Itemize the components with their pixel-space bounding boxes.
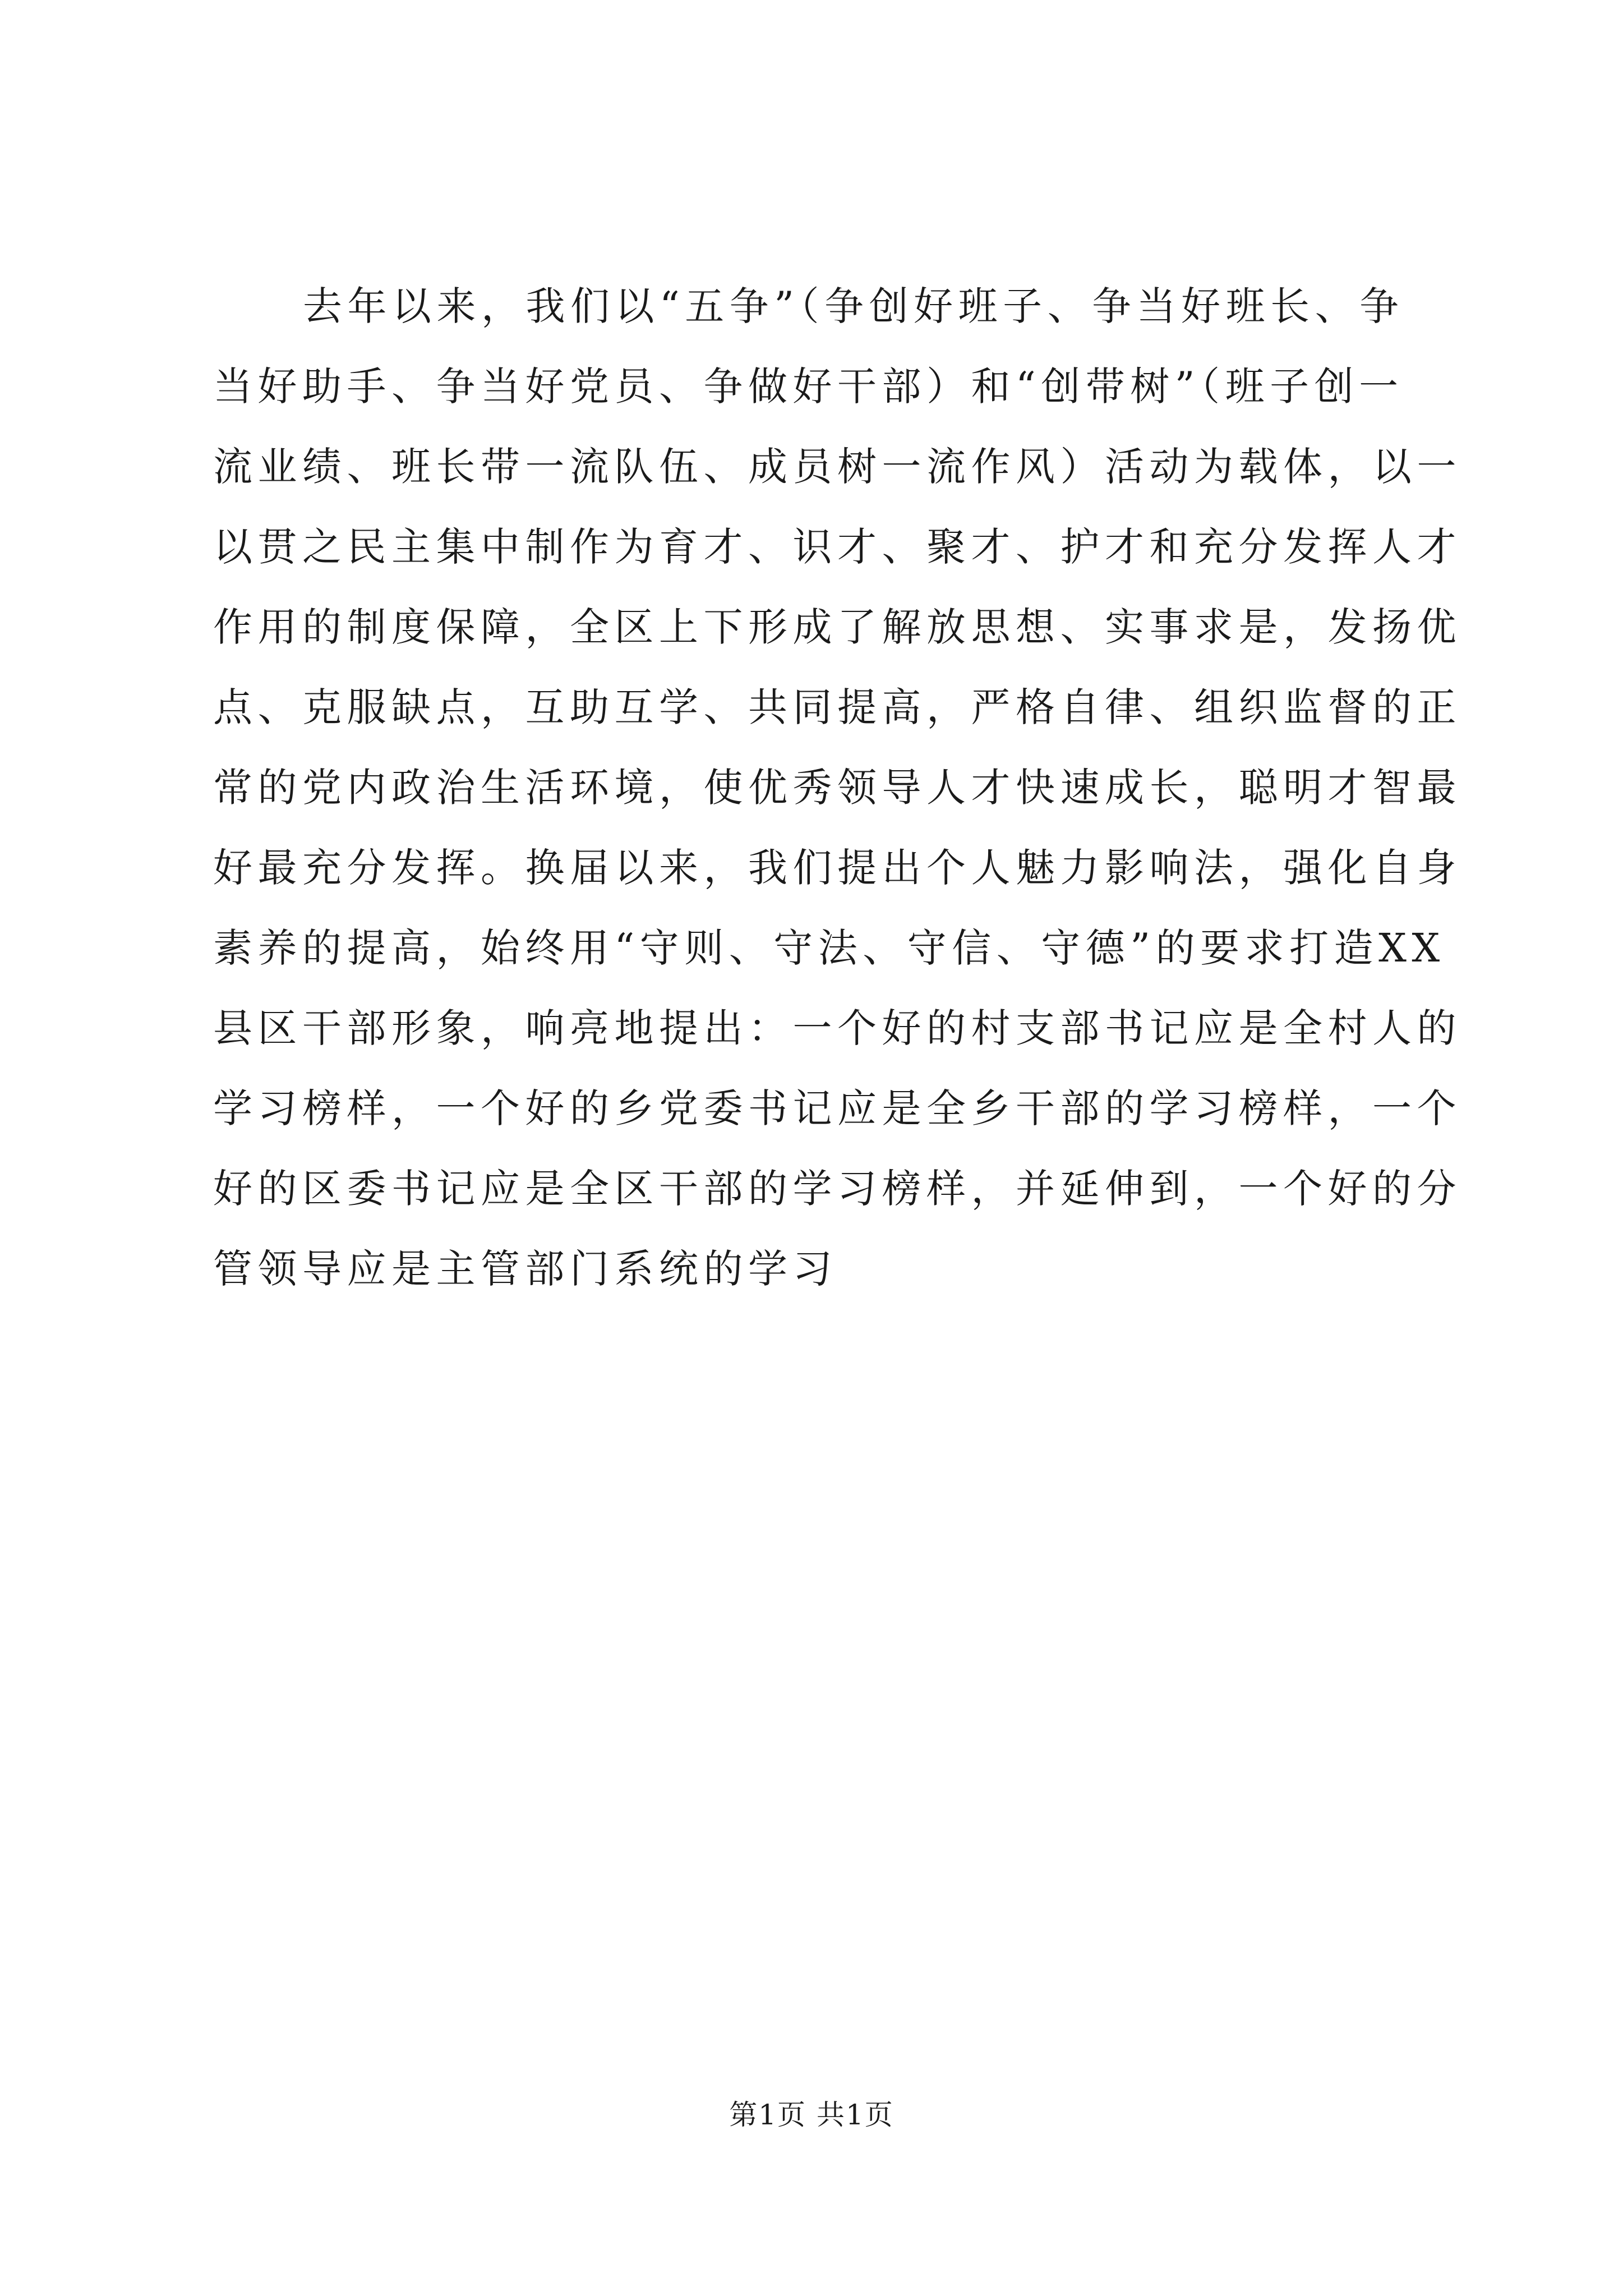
paragraph-line: 县区干部形象，响亮地提出：一个好的村支部书记应是全村人的 xyxy=(213,1005,1461,1051)
paragraph-line: 好最充分发挥。换届以来，我们提出个人魅力影响法，强化自身 xyxy=(213,845,1461,891)
paragraph-line: 常的党内政治生活环境，使优秀领导人才快速成长，聪明才智最 xyxy=(213,765,1461,811)
paragraph-line: 学习榜样，一个好的乡党委书记应是全乡干部的学习榜样，一个 xyxy=(213,1085,1461,1131)
paragraph-line: 素养的提高，始终用“守则、守法、守信、守德”的要求打造XX xyxy=(213,925,1445,971)
page-number-label: 第1页 共1页 xyxy=(729,2099,894,2131)
paragraph-line: 去年以来，我们以“五争”（争创好班子、争当好班长、争 xyxy=(303,283,1404,329)
paragraph-line: 管领导应是主管部门系统的学习 xyxy=(213,1246,837,1292)
paragraph-line: 流业绩、班长带一流队伍、成员树一流作风）活动为载体，以一 xyxy=(213,444,1461,490)
body-paragraph xyxy=(213,266,1461,1309)
paragraph-line: 好的区委书记应是全区干部的学习榜样，并延伸到，一个好的分 xyxy=(213,1166,1461,1212)
page-footer xyxy=(0,2095,1623,2134)
paragraph-line: 以贯之民主集中制作为育才、识才、聚才、护才和充分发挥人才 xyxy=(213,524,1461,570)
paragraph-line: 当好助手、争当好党员、争做好干部）和“创带树”（班子创一 xyxy=(213,364,1404,409)
paragraph-line: 作用的制度保障，全区上下形成了解放思想、实事求是，发扬优 xyxy=(213,604,1461,650)
paragraph-line: 点、克服缺点，互助互学、共同提高，严格自律、组织监督的正 xyxy=(213,684,1461,730)
